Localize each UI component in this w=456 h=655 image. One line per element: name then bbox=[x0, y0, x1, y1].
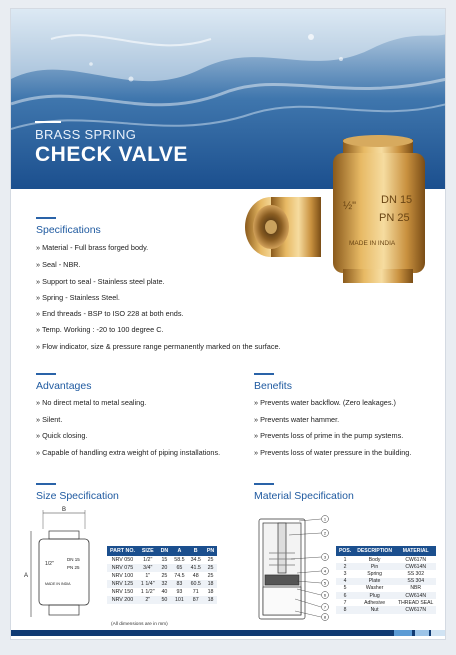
benefits-rule bbox=[254, 373, 274, 375]
cell: 18 bbox=[204, 580, 217, 588]
cell: 48 bbox=[192, 573, 199, 579]
cell: 5 bbox=[343, 585, 347, 592]
cell: 4 bbox=[336, 578, 354, 585]
cell: 8 bbox=[336, 606, 354, 613]
callout-number: 3 bbox=[323, 554, 327, 560]
advantage-item: » Capable of handling extra weight of piping installations. bbox=[36, 448, 221, 457]
callout-number: 2 bbox=[323, 530, 327, 536]
footer-bar bbox=[11, 630, 446, 636]
col-header: MATERIAL bbox=[395, 546, 436, 556]
cell: CW614N bbox=[395, 592, 436, 599]
header-subtitle: BRASS SPRING bbox=[35, 127, 137, 142]
cell: 25 bbox=[161, 573, 168, 579]
cell: 40 bbox=[161, 589, 168, 595]
cell: 101 bbox=[171, 596, 187, 604]
cell: 1 1/2" bbox=[140, 589, 155, 595]
cell: CW617N bbox=[395, 606, 436, 613]
benefit-item: » Prevents loss of water pressure in the building. bbox=[254, 448, 412, 457]
advantage-item: » Silent. bbox=[36, 415, 63, 424]
drawing-origin-mark: MADE IN INDIA bbox=[45, 582, 71, 586]
dimensions-note: (All dimensions are in mm) bbox=[111, 622, 168, 627]
cell: Body bbox=[368, 556, 381, 563]
footer-accent bbox=[415, 630, 429, 636]
table-row bbox=[336, 578, 436, 585]
drawing-pn-mark: PN 25 bbox=[67, 565, 80, 570]
cell: Nut bbox=[354, 606, 395, 613]
spec-item: » Material - Full brass forged body. bbox=[36, 243, 149, 252]
spec-item: » Support to seal - Stainless steel plate. bbox=[36, 277, 165, 286]
cell: 93 bbox=[176, 589, 183, 595]
size-drawing bbox=[23, 505, 105, 623]
callout-number: 1 bbox=[323, 516, 327, 522]
cell: 3 bbox=[343, 570, 347, 577]
spec-item: » End threads - BSP to ISO 228 at both ends. bbox=[36, 309, 184, 318]
cell: NRV 200 bbox=[107, 596, 138, 604]
benefit-item: » Prevents water hammer. bbox=[254, 415, 340, 424]
col-header: SIZE bbox=[138, 546, 158, 556]
cell: Pin bbox=[354, 563, 395, 570]
col-header: B bbox=[188, 546, 204, 556]
cell: 34.5 bbox=[190, 557, 201, 563]
cell: 25 bbox=[207, 573, 214, 579]
cell: Adhesive bbox=[364, 599, 386, 606]
table-row bbox=[107, 572, 217, 580]
cell: THREAD SEAL bbox=[398, 599, 434, 606]
table-row bbox=[336, 606, 436, 613]
cell: 2 bbox=[336, 563, 354, 570]
cell: 6 bbox=[336, 592, 354, 599]
cross-section-drawing bbox=[251, 513, 335, 625]
cell: NRV 125 bbox=[107, 580, 138, 588]
cell: 18 bbox=[207, 589, 214, 595]
cell: 74.5 bbox=[174, 573, 185, 579]
advantages-title: Advantages bbox=[36, 380, 92, 392]
cell: 25 bbox=[204, 564, 217, 572]
size-spec-table bbox=[107, 546, 217, 604]
cell: CW614N bbox=[395, 563, 436, 570]
cell: CW617N bbox=[405, 556, 427, 563]
cell: 1 1/4" bbox=[138, 580, 158, 588]
spec-item: » Seal - NBR. bbox=[36, 260, 81, 269]
table-row bbox=[336, 592, 436, 599]
table-row bbox=[107, 588, 217, 596]
cell: 15 bbox=[161, 557, 168, 563]
cell: 32 bbox=[158, 580, 172, 588]
dim-label-b: B bbox=[62, 507, 67, 513]
callout-number: 5 bbox=[323, 580, 327, 586]
advantage-item: » No direct metal to metal sealing. bbox=[36, 398, 147, 407]
benefit-item: » Prevents water backflow. (Zero leakages.) bbox=[254, 398, 396, 407]
material-spec-rule bbox=[254, 483, 274, 485]
callout-number: 4 bbox=[323, 568, 327, 574]
table-row bbox=[336, 556, 436, 563]
header-title: CHECK VALVE bbox=[35, 143, 188, 166]
datasheet-page bbox=[10, 8, 446, 640]
cell: Plug bbox=[354, 592, 395, 599]
table-row bbox=[336, 570, 436, 577]
callout-number: 6 bbox=[323, 592, 327, 598]
col-header: PN bbox=[204, 546, 217, 556]
valve-back bbox=[245, 197, 321, 257]
cell: 3/4" bbox=[138, 564, 158, 572]
size-spec-rule bbox=[36, 483, 56, 485]
cell: SS 304 bbox=[395, 578, 436, 585]
marking-size: ½" bbox=[343, 200, 357, 212]
cell: 71 bbox=[192, 589, 199, 595]
cell: 20 bbox=[158, 564, 172, 572]
cell: 58.5 bbox=[174, 557, 185, 563]
marking-pn: PN 25 bbox=[379, 212, 410, 224]
product-image-valves bbox=[233, 129, 433, 289]
cell: 87 bbox=[188, 596, 204, 604]
cell: 83 bbox=[171, 580, 187, 588]
cell: Plate bbox=[354, 578, 395, 585]
cell: 50 bbox=[158, 596, 172, 604]
cell: Washer bbox=[365, 585, 384, 592]
advantage-item: » Quick closing. bbox=[36, 431, 88, 440]
dim-label-a: A bbox=[24, 573, 29, 579]
cell: 1" bbox=[145, 573, 151, 579]
advantages-rule bbox=[36, 373, 56, 375]
cell: NRV 100 bbox=[111, 573, 134, 579]
cell: Spring bbox=[367, 570, 382, 577]
specs-rule bbox=[36, 217, 56, 219]
table-row bbox=[336, 599, 436, 606]
col-header: DESCRIPTION bbox=[354, 546, 395, 556]
table-row bbox=[107, 556, 217, 564]
cell: SS 302 bbox=[407, 570, 425, 577]
cell: NRV 150 bbox=[111, 589, 134, 595]
table-header-row bbox=[336, 546, 436, 556]
table-row bbox=[336, 563, 436, 570]
cell: 41.5 bbox=[188, 564, 204, 572]
footer-accent bbox=[394, 630, 412, 636]
title-accent-rule bbox=[35, 121, 61, 123]
cell: NRV 050 bbox=[111, 557, 134, 563]
size-spec-title: Size Specification bbox=[36, 490, 119, 502]
cell: 1/2" bbox=[143, 557, 153, 563]
specs-title: Specifications bbox=[36, 224, 101, 236]
col-header: A bbox=[171, 546, 187, 556]
callout-number: 8 bbox=[323, 614, 327, 620]
col-header: PART NO. bbox=[107, 546, 138, 556]
cell: 18 bbox=[204, 596, 217, 604]
cell: NRV 075 bbox=[107, 564, 138, 572]
material-spec-table bbox=[336, 546, 436, 614]
material-spec-title: Material Specification bbox=[254, 490, 354, 502]
marking-dn: DN 15 bbox=[381, 194, 413, 206]
table-header-row bbox=[107, 546, 217, 556]
cell: 2" bbox=[138, 596, 158, 604]
cell: 1 bbox=[343, 556, 347, 563]
cell: 60.5 bbox=[188, 580, 204, 588]
col-header: DN bbox=[158, 546, 172, 556]
cell: 7 bbox=[343, 599, 347, 606]
footer-accent bbox=[431, 630, 446, 636]
table-row bbox=[107, 580, 217, 588]
spec-item: » Spring - Stainless Steel. bbox=[36, 293, 120, 302]
callout-number: 7 bbox=[323, 604, 327, 610]
benefits-title: Benefits bbox=[254, 380, 292, 392]
cell: 25 bbox=[207, 557, 214, 563]
table-row bbox=[107, 596, 217, 604]
marking-origin: MADE IN INDIA bbox=[349, 240, 396, 247]
spec-item: » Temp. Working : -20 to 100 degree C. bbox=[36, 325, 164, 334]
cell: 65 bbox=[171, 564, 187, 572]
drawing-size-mark: 1/2" bbox=[45, 561, 54, 567]
benefit-item: » Prevents loss of prime in the pump systems. bbox=[254, 431, 404, 440]
cell: NBR bbox=[410, 585, 422, 592]
table-row bbox=[107, 564, 217, 572]
spec-item: » Flow indicator, size & pressure range permanently marked on the surface. bbox=[36, 342, 281, 351]
col-header: POS. bbox=[336, 546, 354, 556]
drawing-dn-mark: DN 15 bbox=[67, 557, 80, 562]
table-row bbox=[336, 585, 436, 592]
